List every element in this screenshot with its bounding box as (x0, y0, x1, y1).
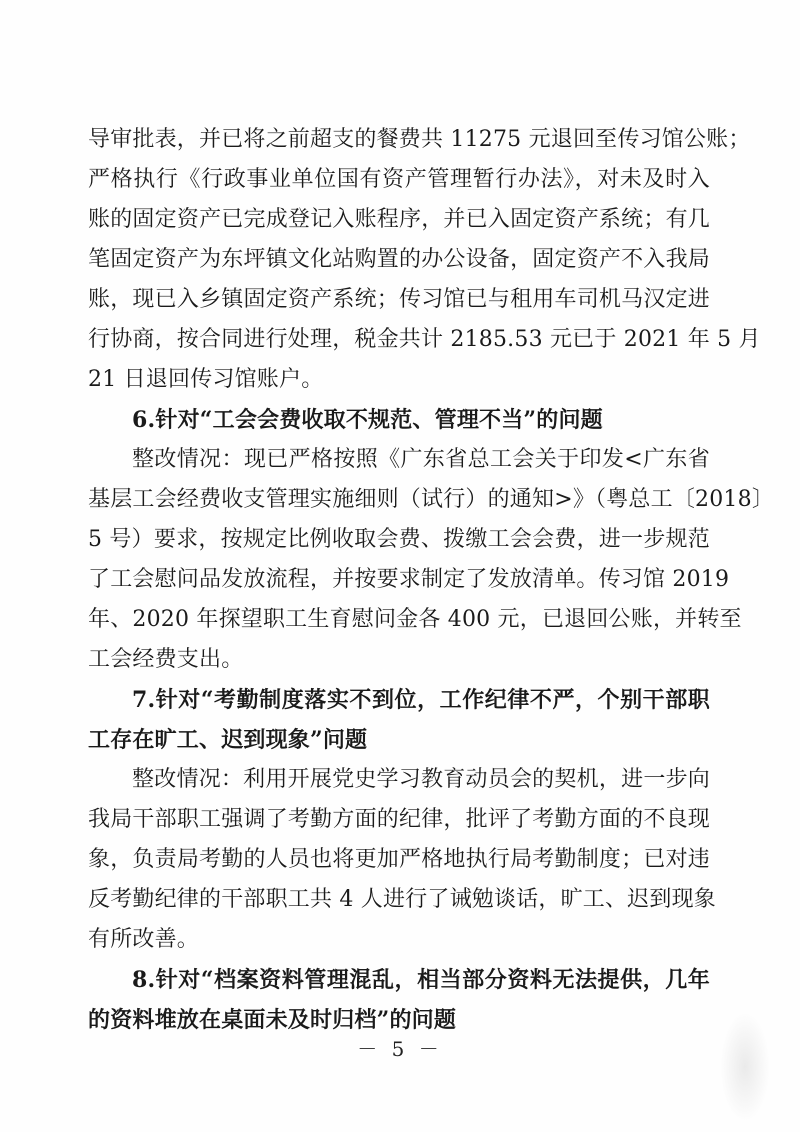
section-heading-7-cont: 工存在旷工、迟到现象”问题 (88, 727, 368, 753)
body-line: 账的固定资产已完成登记入账程序，并已入固定资产系统；有几 (88, 207, 710, 232)
section-heading-8-cont: 的资料堆放在桌面未及时归档”的问题 (88, 1007, 457, 1033)
body-line: 导审批表，并已将之前超支的餐费共 11275 元退回至传习馆公账； (88, 127, 751, 152)
body-line: 我局干部职工强调了考勤方面的纪律，批评了考勤方面的不良现 (88, 807, 710, 832)
body-line: 有所改善。 (88, 927, 200, 952)
body-line: 整改情况：利用开展党史学习教育动员会的契机，进一步向 (132, 767, 710, 792)
body-line: 行协商，按合同进行处理，税金共计 2185.53 元已于 2021 年 5 月 (88, 327, 761, 352)
body-line: 反考勤纪律的干部职工共 4 人进行了诫勉谈话，旷工、迟到现象 (88, 887, 716, 912)
body-line: 象，负责局考勤的人员也将更加严格地执行局考勤制度；已对违 (88, 847, 710, 872)
body-line: 账，现已入乡镇固定资产系统；传习馆已与租用车司机马汉定进 (88, 287, 710, 312)
section-heading-7: 7.针对“考勤制度落实不到位，工作纪律不严，个别干部职 (132, 687, 710, 713)
body-line: 了工会慰问品发放流程，并按要求制定了发放清单。传习馆 2019 (88, 567, 730, 592)
body-line: 年、2020 年探望职工生育慰问金各 400 元，已退回公账，并转至 (88, 607, 742, 632)
body-line: 整改情况：现已严格按照《广东省总工会关于印发<广东省 (132, 447, 710, 472)
page-number: － 5 － (357, 1037, 443, 1061)
body-line: 基层工会经费收支管理实施细则（试行）的通知>》（粤总工〔2018〕 (88, 487, 775, 512)
scan-stain (720, 1012, 770, 1122)
document-body (88, 120, 775, 1040)
body-line: 5 号）要求，按规定比例收取会费、拨缴工会会费，进一步规范 (88, 527, 710, 552)
body-line: 21 日退回传习馆账户。 (88, 367, 324, 392)
section-heading-6: 6.针对“工会会费收取不规范、管理不当”的问题 (132, 407, 603, 433)
body-line: 严格执行《行政事业单位国有资产管理暂行办法》，对未及时入 (88, 167, 710, 192)
body-line: 工会经费支出。 (88, 647, 244, 672)
section-heading-8: 8.针对“档案资料管理混乱，相当部分资料无法提供，几年 (132, 967, 710, 993)
body-line: 笔固定资产为东坪镇文化站购置的办公设备，固定资产不入我局 (88, 247, 710, 272)
